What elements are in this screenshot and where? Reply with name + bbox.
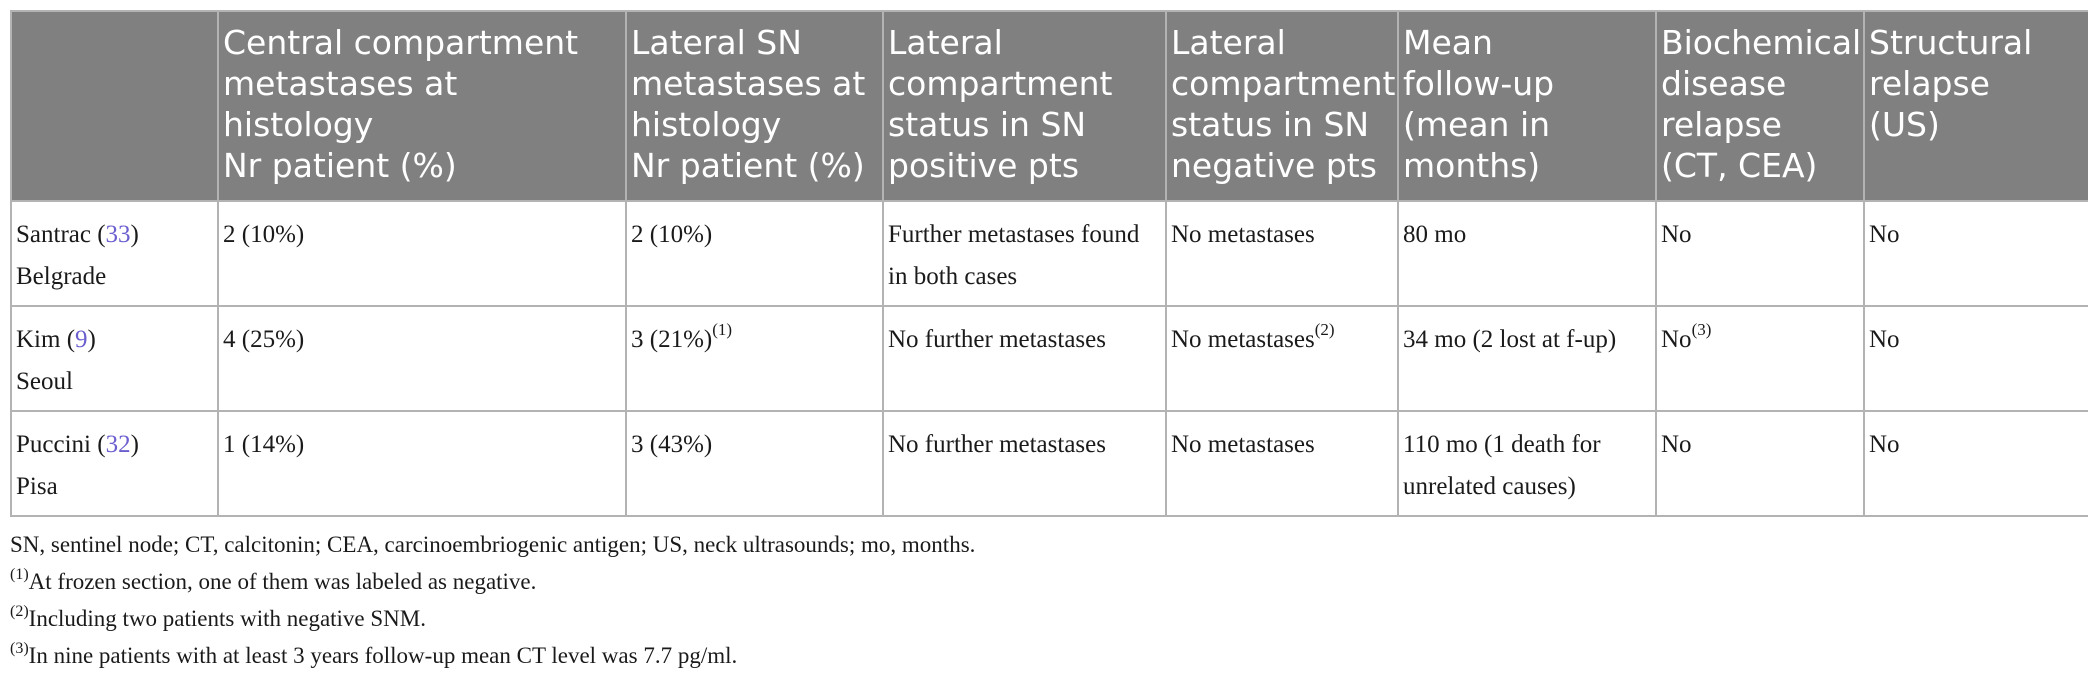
footnote-marker: (3) [10,640,29,658]
header-cell-lateral-sn-metastases: Lateral SN metastases at histology Nr patient (%) [626,11,883,201]
study-cell: Puccini (32) Pisa [11,411,218,516]
structural-cell: No [1864,306,2088,411]
footnote-marker: (3) [1691,319,1712,339]
header-row [11,11,2088,201]
central-metastases-cell: 2 (10%) [218,201,626,306]
biochemical-cell: No [1656,411,1864,516]
biochemical-cell: No$^{(3)}$ [1656,306,1864,411]
sn-positive-cell: Further metastases found in both cases [883,201,1166,306]
table-footnotes [10,526,975,674]
header-cell-biochemical-relapse: Biochemical disease relapse (CT, CEA) [1656,11,1864,201]
sn-positive-cell: No further metastases [883,306,1166,411]
footnote-marker: (2) [1314,319,1335,339]
lateral-sn-cell: 2 (10%) [626,201,883,306]
table-row [11,411,2088,516]
reference-link[interactable]: 9 [75,326,88,353]
biochemical-cell: No [1656,201,1864,306]
results-table [10,10,2088,517]
footnote-marker: (1) [10,566,29,584]
study-cell: Kim (9) Seoul [11,306,218,411]
table-row [11,201,2088,306]
header-cell-follow-up: Mean follow-up (mean in months) [1398,11,1656,201]
study-cell: Santrac (33) Belgrade [11,201,218,306]
reference-link[interactable]: 32 [105,431,131,458]
footnote: $^{(2)}$Including two patients with negative SNM. [10,603,426,631]
header-cell-sn-negative-status: Lateral compartment status in SN negative pts [1166,11,1398,201]
sn-negative-cell: No metastases [1166,411,1398,516]
structural-cell: No [1864,201,2088,306]
sn-positive-cell: No further metastases [883,411,1166,516]
follow-up-cell: 80 mo [1398,201,1656,306]
follow-up-cell: 34 mo (2 lost at f-up) [1398,306,1656,411]
footnote: $^{(1)}$At frozen section, one of them was labeled as negative. [10,566,537,594]
footnote-marker: (2) [10,603,29,621]
lateral-sn-cell: 3 (43%) [626,411,883,516]
footnote-marker: (1) [712,319,733,339]
sn-negative-cell: No metastases [1166,201,1398,306]
header-cell-structural-relapse: Structural relapse (US) [1864,11,2088,201]
lateral-sn-cell: 3 $(21\%)^{(1)}$ [626,306,883,411]
footnote: $^{(3)}$In nine patients with at least 3 years follow-up mean CT level was 7.7 pg/ml. [10,640,738,668]
sn-negative-cell: No metastases$^{(2)}$ [1166,306,1398,411]
header-cell-sn-positive-status: Lateral compartment status in SN positive pts [883,11,1166,201]
header-cell-study [11,11,218,201]
central-metastases-cell: 4 (25%) [218,306,626,411]
structural-cell: No [1864,411,2088,516]
results-table-container [10,10,2076,517]
reference-link[interactable]: 33 [105,221,131,248]
header-cell-central-metastases: Central compartment metastases at histology Nr patient (%) [218,11,626,201]
table-row [11,306,2088,411]
follow-up-cell: 110 mo (1 death for unrelated causes) [1398,411,1656,516]
central-metastases-cell: 1 (14%) [218,411,626,516]
abbreviations-note: SN, sentinel node; CT, calcitonin; CEA, carcinoembriogenic antigen; US, neck ultrasounds; mo, months. [10,532,976,557]
